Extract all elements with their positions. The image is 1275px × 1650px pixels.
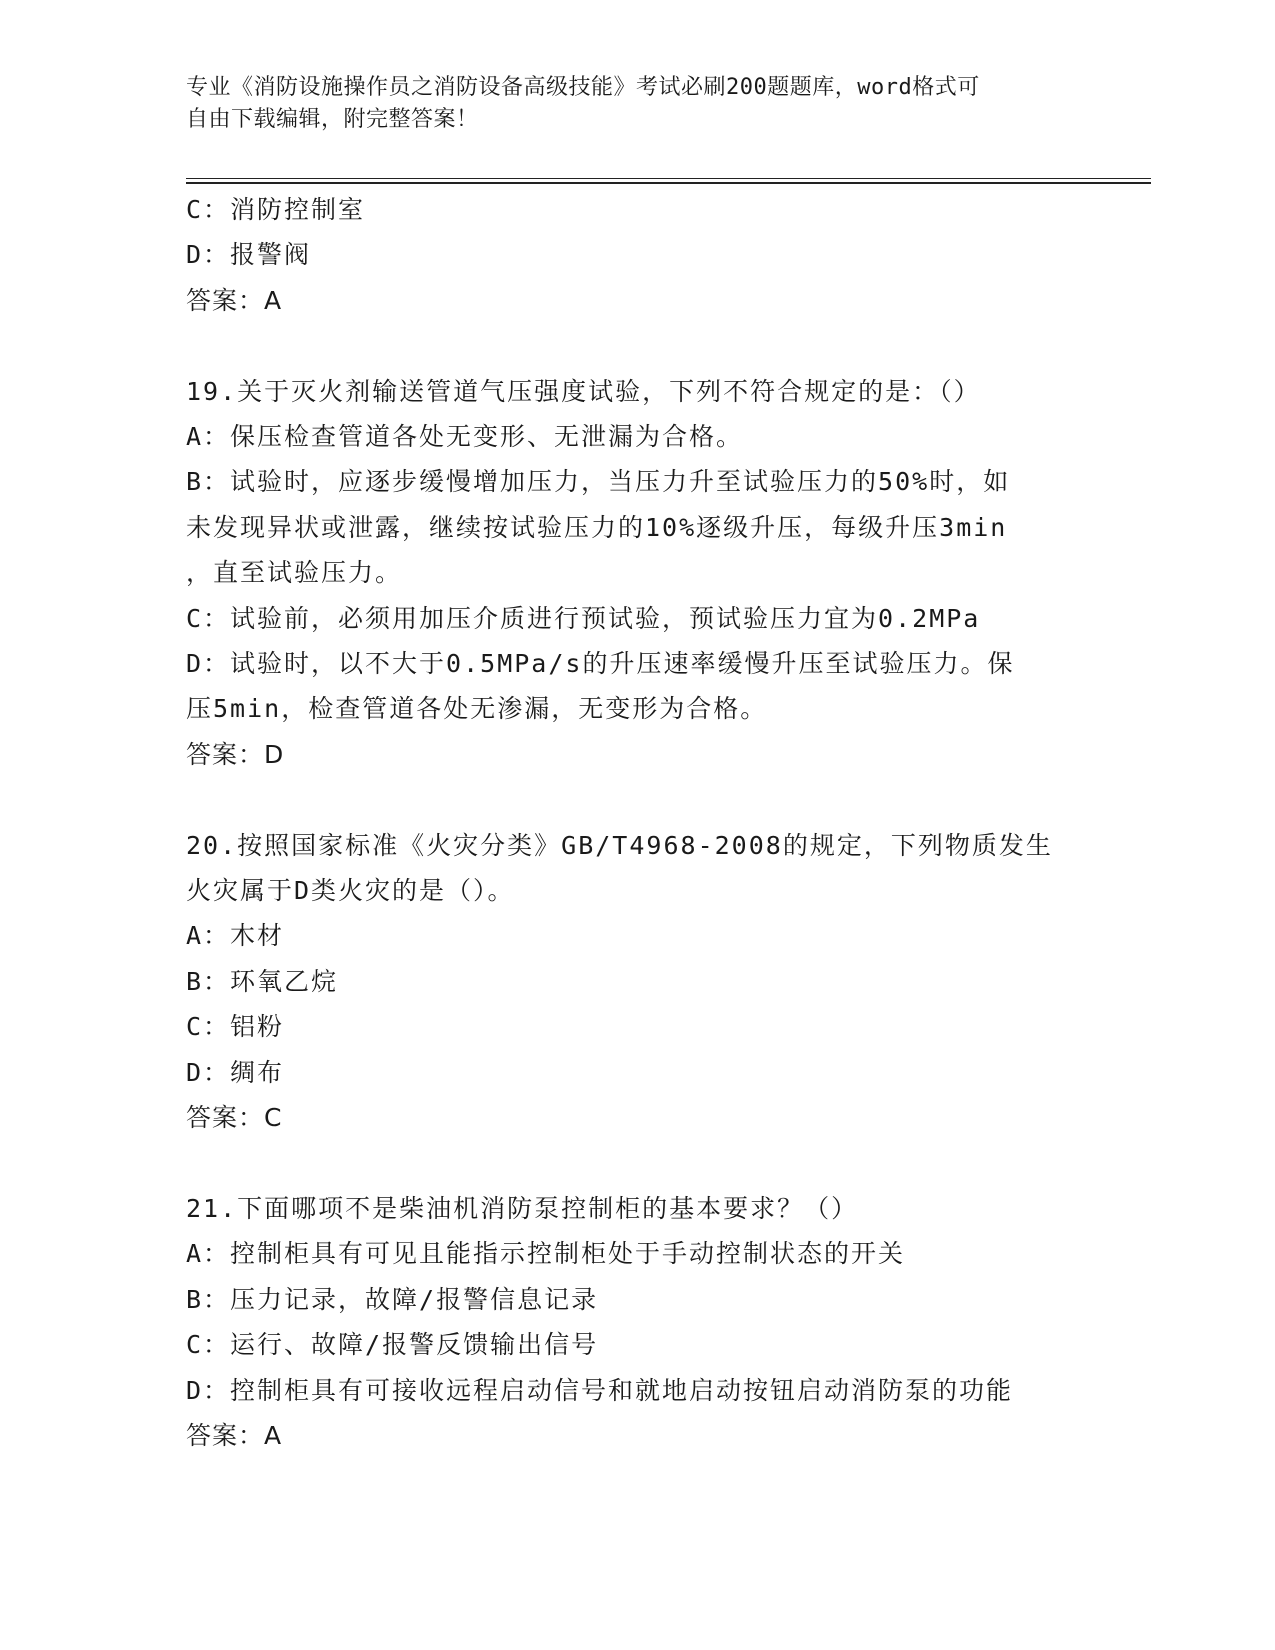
option-d: D：试验时，以不大于0.5MPa/s的升压速率缓慢升压至试验压力。保	[186, 649, 1015, 679]
question-19	[186, 369, 1086, 778]
answer-line: 答案：C	[186, 1103, 283, 1133]
page-header	[186, 72, 1066, 136]
header-divider-thin	[186, 178, 1151, 179]
answer-line: 答案：D	[186, 739, 285, 769]
option-c: C：试验前，必须用加压介质进行预试验，预试验压力宜为0.2MPa	[186, 603, 981, 633]
option-b: B：压力记录，故障/报警信息记录	[186, 1284, 599, 1314]
header-line-2: 自由下载编辑，附完整答案！	[186, 107, 479, 132]
question-stem-continued: 火灾属于D类火灾的是（）。	[186, 876, 515, 906]
question-content	[186, 187, 1086, 1458]
question-stem: 19.关于灭火剂输送管道气压强度试验，下列不符合规定的是：（）	[186, 376, 981, 406]
previous-question-tail	[186, 187, 1086, 323]
option-d: D：控制柜具有可接收远程启动信号和就地启动按钮启动消防泵的功能	[186, 1375, 1014, 1405]
option-b: B：环氧乙烷	[186, 966, 339, 996]
spacer	[186, 323, 1086, 368]
header-line-1: 专业《消防设施操作员之消防设备高级技能》考试必刷200题题库，word格式可	[186, 75, 980, 100]
spacer	[186, 1141, 1086, 1186]
answer-line: 答案：A	[186, 285, 283, 315]
option-d-continued: 压5min，检查管道各处无渗漏，无变形为合格。	[186, 694, 768, 724]
option-d: D：绸布	[186, 1057, 285, 1087]
question-21	[186, 1186, 1086, 1458]
question-stem: 20.按照国家标准《火灾分类》GB/T4968-2008的规定，下列物质发生	[186, 830, 1053, 860]
option-c: C：铝粉	[186, 1012, 285, 1042]
option-a: A：木材	[186, 921, 285, 951]
option-b-continued: ，直至试验压力。	[186, 558, 403, 588]
option-c: C：运行、故障/报警反馈输出信号	[186, 1330, 599, 1360]
option-b: B：试验时，应逐步缓慢增加压力，当压力升至试验压力的50%时，如	[186, 467, 1011, 497]
answer-line: 答案：A	[186, 1420, 283, 1450]
option-b-continued: 未发现异状或泄露，继续按试验压力的10%逐级升压，每级升压3min	[186, 512, 1008, 542]
question-20	[186, 823, 1086, 1141]
option-a: A：保压检查管道各处无变形、无泄漏为合格。	[186, 422, 744, 452]
option-d: D：报警阀	[186, 240, 312, 270]
option-c: C：消防控制室	[186, 195, 366, 224]
spacer	[186, 777, 1086, 822]
option-a: A：控制柜具有可见且能指示控制柜处于手动控制状态的开关	[186, 1239, 906, 1269]
header-divider-thick	[186, 182, 1151, 184]
question-stem: 21.下面哪项不是柴油机消防泵控制柜的基本要求？（）	[186, 1193, 859, 1223]
